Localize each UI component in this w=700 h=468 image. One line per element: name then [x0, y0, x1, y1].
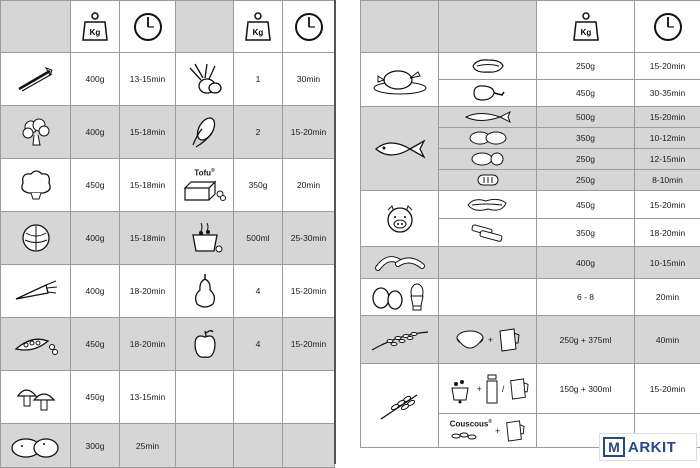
fish-cake-icon: [439, 170, 537, 191]
weight-value: 4: [234, 318, 283, 371]
fish-fillet-icon: [439, 128, 537, 149]
empty-cell: [234, 424, 283, 468]
empty-cell: [283, 424, 335, 468]
time-value: 15-20min: [635, 53, 700, 80]
time-value: 15-20min: [283, 106, 335, 159]
eggs-icon: [361, 279, 439, 316]
time-value: 13-15min: [120, 371, 176, 424]
pork-chop-icon: [439, 191, 537, 219]
weight-value: 400g: [537, 247, 635, 279]
fish-icon: [361, 107, 439, 191]
empty-cell: [283, 371, 335, 424]
header-weight-cell: [71, 1, 120, 53]
weight-value: 300g: [71, 424, 120, 468]
svg-text:Kg: Kg: [253, 28, 264, 37]
weight-icon: [573, 12, 599, 42]
time-value: 18-20min: [120, 318, 176, 371]
weight-value: 350g: [234, 159, 283, 212]
empty-cell: [439, 247, 537, 279]
table-row: [1, 371, 335, 424]
weight-value: 500ml: [234, 212, 283, 265]
chicken-breast-icon: [439, 53, 537, 80]
empty-cell: [176, 424, 234, 468]
weight-value: 250g: [537, 149, 635, 170]
table-row: [1, 424, 335, 468]
beetroot-icon: [176, 53, 234, 106]
weight-value: 350g: [537, 219, 635, 247]
svg-text:Kg: Kg: [580, 28, 591, 37]
weight-value: 400g: [71, 265, 120, 318]
table-row: [361, 53, 700, 80]
clock-icon: [133, 12, 163, 42]
time-value: 12-15min: [635, 149, 700, 170]
grains-measure-icon: + /: [439, 364, 537, 414]
weight-value: 2: [234, 106, 283, 159]
header-time-cell-b: [283, 1, 335, 53]
broccoli-icon: [1, 106, 71, 159]
weight-value: 150g + 300ml: [537, 364, 635, 414]
time-value: 13-15min: [120, 53, 176, 106]
weight-value: 250g + 375ml: [537, 316, 635, 364]
table-row: [1, 53, 335, 106]
time-value: 20min: [635, 279, 700, 316]
tofu-icon: [183, 180, 227, 202]
pear-icon: [176, 265, 234, 318]
table-row: [1, 318, 335, 371]
header-time-cell: [635, 1, 700, 53]
page-divider: [334, 0, 336, 464]
cabbage-icon: [1, 212, 71, 265]
header-weight-cell-b: [234, 1, 283, 53]
time-value: 8-10min: [635, 170, 700, 191]
table-row: [1, 212, 335, 265]
potato-icon: [1, 424, 71, 468]
pork-ribs-icon: [439, 219, 537, 247]
weight-value: 450g: [71, 371, 120, 424]
apple-icon: [176, 318, 234, 371]
weight-value: 450g: [537, 80, 635, 107]
left-cooking-table: [0, 0, 334, 464]
empty-cell: [234, 371, 283, 424]
couscous-label: Couscous®: [450, 419, 492, 429]
weight-value: 450g: [537, 191, 635, 219]
corn-icon: [176, 106, 234, 159]
time-value: 15-20min: [635, 364, 700, 414]
weight-value: 400g: [71, 53, 120, 106]
weight-value: 6 - 8: [537, 279, 635, 316]
tofu-cell: [176, 159, 234, 212]
time-value: 18-20min: [635, 219, 700, 247]
time-value: 30min: [283, 53, 335, 106]
header-variant-cell: [439, 1, 537, 53]
weight-value: 350g: [537, 128, 635, 149]
table-row: [361, 247, 700, 279]
table-row: [361, 279, 700, 316]
pig-icon: [361, 191, 439, 247]
table-row: [1, 106, 335, 159]
logo-text: ARKIT: [628, 439, 676, 456]
header-time-cell: [120, 1, 176, 53]
peas-icon: [1, 318, 71, 371]
time-value: 40min: [635, 316, 700, 364]
wheat-icon: [361, 364, 439, 448]
time-value: 18-20min: [120, 265, 176, 318]
rice-plant-icon: [361, 316, 439, 364]
weight-icon: [82, 12, 108, 42]
soup-pot-icon: [176, 212, 234, 265]
time-value: 15-18min: [120, 106, 176, 159]
weight-value: 4: [234, 265, 283, 318]
weight-value: 450g: [71, 159, 120, 212]
carrot-icon: [1, 265, 71, 318]
weight-value: 400g: [71, 106, 120, 159]
couscous-cell: Couscous® +: [439, 414, 537, 448]
rice-bowl-measure-icon: +: [439, 316, 537, 364]
svg-text:Kg: Kg: [90, 28, 101, 37]
weight-value: 500g: [537, 107, 635, 128]
sausage-icon: [361, 247, 439, 279]
markit-logo: [599, 433, 697, 461]
cauliflower-icon: [1, 159, 71, 212]
weight-icon: [245, 12, 271, 42]
logo-mark: M: [603, 437, 625, 457]
time-value: 15-20min: [635, 107, 700, 128]
time-value: 20min: [283, 159, 335, 212]
weight-value: 250g: [537, 170, 635, 191]
time-value: 15-20min: [283, 265, 335, 318]
header-food-cell: [361, 1, 439, 53]
clock-icon: [294, 12, 324, 42]
table-row: [361, 364, 700, 414]
table-row: [1, 265, 335, 318]
fish-steak-icon: [439, 149, 537, 170]
table-row: [361, 316, 700, 364]
time-value: 10-12min: [635, 128, 700, 149]
clock-icon: [653, 12, 683, 42]
weight-value: 450g: [71, 318, 120, 371]
table-row: [361, 191, 700, 219]
chicken-icon: [361, 53, 439, 107]
time-value: 15-20min: [283, 318, 335, 371]
tofu-label: Tofu®: [176, 168, 233, 178]
empty-cell: [439, 279, 537, 316]
time-value: 15-18min: [120, 159, 176, 212]
header-weight-cell: [537, 1, 635, 53]
weight-value: 400g: [71, 212, 120, 265]
time-value: 15-20min: [635, 191, 700, 219]
couscous-icon: [450, 430, 480, 442]
asparagus-icon: [1, 53, 71, 106]
chicken-leg-icon: [439, 80, 537, 107]
weight-value: 250g: [537, 53, 635, 80]
time-value: 10-15min: [635, 247, 700, 279]
table-row: [1, 159, 335, 212]
time-value: 25min: [120, 424, 176, 468]
header-food-cell-b: [176, 1, 234, 53]
right-cooking-table: [360, 0, 700, 464]
empty-cell: [176, 371, 234, 424]
weight-value: 1: [234, 53, 283, 106]
time-value: 15-18min: [120, 212, 176, 265]
mushroom-icon: [1, 371, 71, 424]
table-row: [361, 107, 700, 128]
time-value: 25-30min: [283, 212, 335, 265]
time-value: 30-35min: [635, 80, 700, 107]
whole-fish-icon: [439, 107, 537, 128]
header-food-cell: [1, 1, 71, 53]
